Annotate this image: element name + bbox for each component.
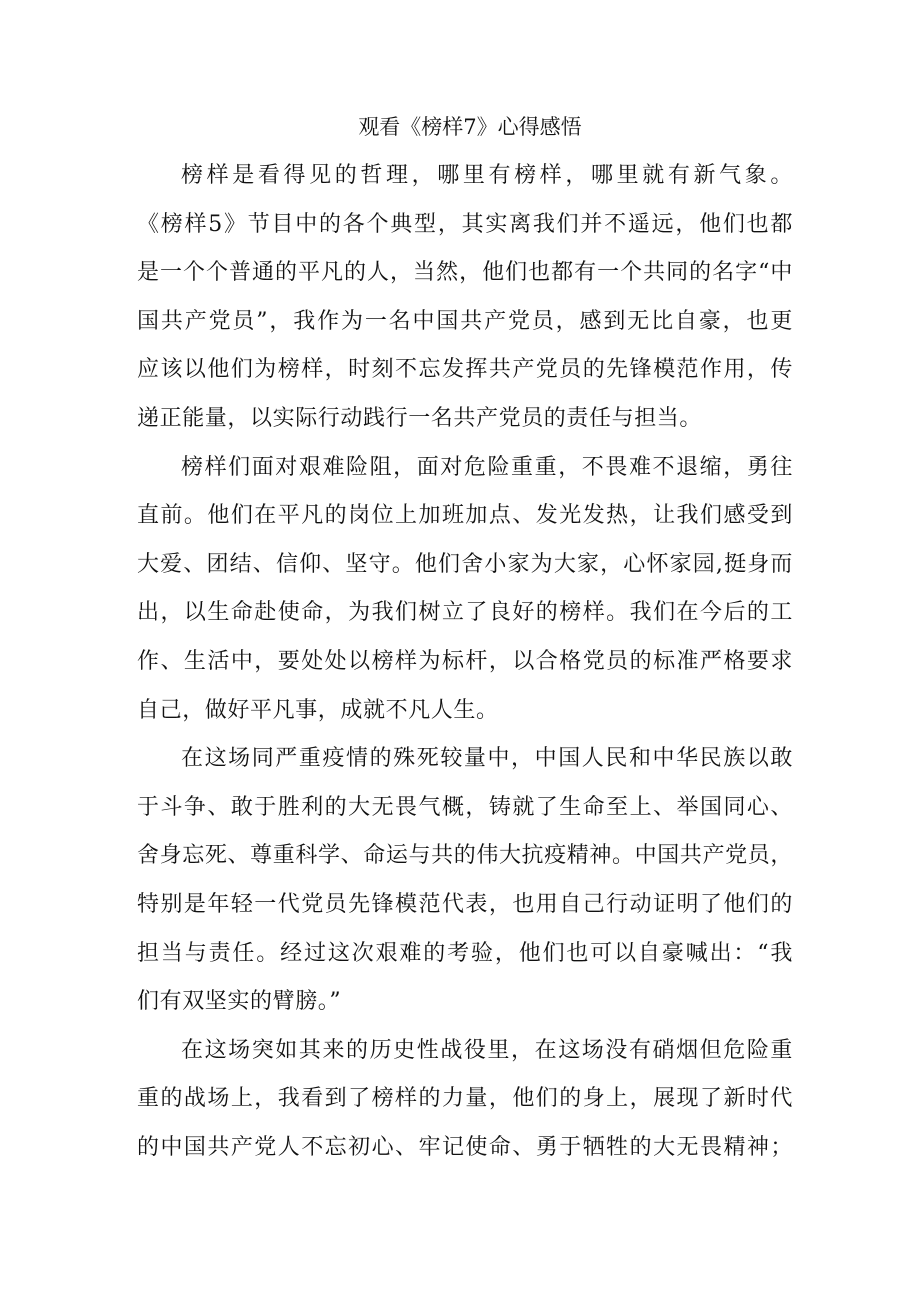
paragraph-1	[137, 152, 793, 444]
paragraph-line: 舍身忘死、尊重科学、命运与共的伟大抗疫精神。中国共产党员，	[137, 843, 793, 869]
paragraph-line: 国共产党员”，我作为一名中国共产党员，感到无比自豪，也更	[137, 308, 793, 334]
paragraph-line: 《榜样5》节目中的各个典型，其实离我们并不遥远，他们也都	[137, 211, 793, 237]
paragraph-3	[137, 735, 793, 1027]
paragraph-line: 榜样是看得见的哲理，哪里有榜样，哪里就有新气象。	[181, 163, 793, 188]
paragraph-line: 出，以生命赴使命，为我们树立了良好的榜样。我们在今后的工	[137, 600, 793, 626]
paragraph-line: 大爱、团结、信仰、坚守。他们舍小家为大家，心怀家园,挺身而	[137, 551, 793, 577]
paragraph-line: 们有双坚实的臂膀。”	[137, 989, 342, 1015]
paragraph-line: 应该以他们为榜样，时刻不忘发挥共产党员的先锋模范作用，传	[137, 357, 793, 383]
paragraph-2	[137, 444, 793, 736]
paragraph-line: 重的战场上，我看到了榜样的力量，他们的身上，展现了新时代	[137, 1086, 793, 1112]
paragraph-4	[137, 1027, 793, 1173]
paragraph-line: 作、生活中，要处处以榜样为标杆，以合格党员的标准严格要求	[137, 648, 793, 674]
paragraph-line: 榜样们面对艰难险阻，面对危险重重，不畏难不退缩，勇往	[181, 454, 793, 480]
paragraph-line: 自己，做好平凡事，成就不凡人生。	[137, 697, 499, 723]
paragraph-line: 的中国共产党人不忘初心、牢记使命、勇于牺牲的大无畏精神；	[137, 1134, 793, 1160]
paragraph-line: 于斗争、敢于胜利的大无畏气概，铸就了生命至上、举国同心、	[137, 794, 793, 820]
paragraph-line: 递正能量，以实际行动践行一名共产党员的责任与担当。	[137, 405, 703, 431]
paragraph-line: 直前。他们在平凡的岗位上加班加点、发光发热，让我们感受到	[137, 503, 793, 529]
document-page	[137, 112, 793, 1172]
paragraph-line: 担当与责任。经过这次艰难的考验，他们也可以自豪喊出：“我	[137, 940, 793, 966]
paragraph-line: 在这场突如其来的历史性战役里，在这场没有硝烟但危险重	[181, 1037, 793, 1063]
paragraph-line: 是一个个普通的平凡的人，当然，他们也都有一个共同的名字“中	[137, 260, 793, 286]
paragraph-line: 特别是年轻一代党员先锋模范代表，也用自己行动证明了他们的	[137, 891, 793, 917]
paragraph-line: 在这场同严重疫情的殊死较量中，中国人民和中华民族以敢	[181, 746, 793, 772]
document-title: 观看《榜样7》心得感悟	[358, 115, 582, 139]
